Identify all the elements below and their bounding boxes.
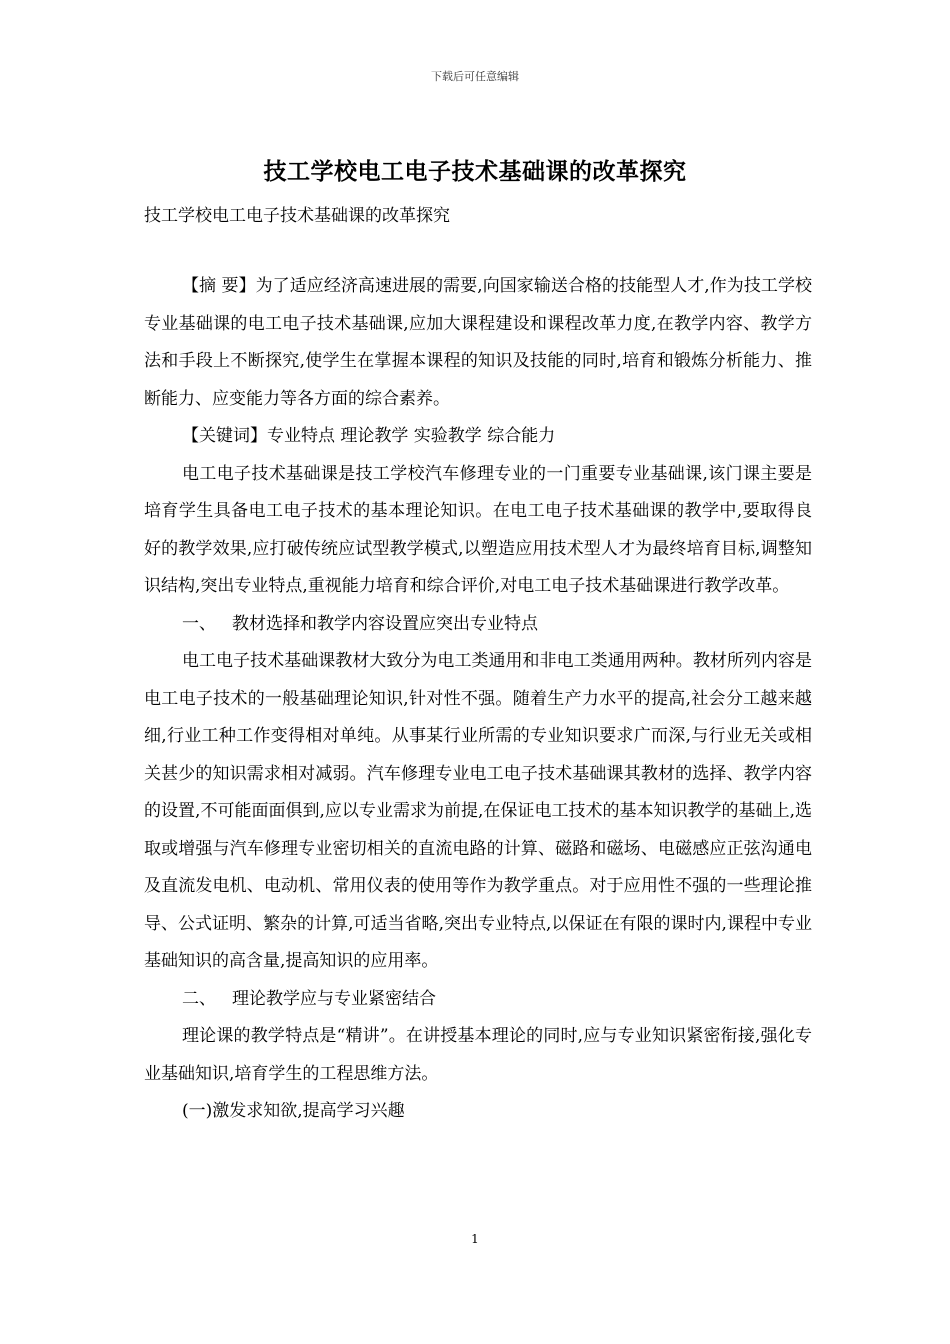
section1-paragraph: 电工电子技术基础课教材大致分为电工类通用和非电工类通用两种。教材所列内容是电工电子技术的一般基础理论知识,针对性不强。随着生产力水平的提高,社会分工越来越细,行业工种工作变得相对单纯。从事某行业所需的专业知识要求广而深,与行业无关或相关甚少的知识需求相对减弱。汽车修理专业电工电子技术基础课其教材的选择、教学内容的设置,不可能面面俱到,应以专业需求为前提,在保证电工技术的基本知识教学的基础上,选取或增强与汽车修理专业密切相关的直流电路的计算、磁路和磁场、电磁感应正弦沟通电及直流发电机、电动机、常用仪表的使用等作为教学重点。对于应用性不强的一些理论推导、公式证明、繁杂的计算,可适当省略,突出专业特点,以保证在有限的课时内,课程中专业基础知识的高含量,提高知识的应用率。 xyxy=(144,651,812,971)
document-body xyxy=(144,268,812,1131)
keywords-paragraph: 【关键词】专业特点 理论教学 实验教学 综合能力 xyxy=(182,426,556,446)
document-subtitle: 技工学校电工电子技术基础课的改革探究 xyxy=(144,206,450,226)
section-number: 二、 xyxy=(182,988,216,1009)
document-title: 技工学校电工电子技术基础课的改革探究 xyxy=(263,158,687,185)
section-heading-2 xyxy=(144,981,812,1019)
subsection-heading-1: (一)激发求知欲,提高学习兴趣 xyxy=(182,1101,405,1121)
abstract-paragraph: 【摘 要】为了适应经济高速进展的需要,向国家输送合格的技能型人才,作为技工学校专业基础课的电工电子技术基础课,应加大课程建设和课程改革力度,在教学内容、教学方法和手段上不断探究,使学生在掌握本课程的知识及技能的同时,培育和锻炼分析能力、推断能力、应变能力等各方面的综合素养。 xyxy=(144,276,812,409)
section-title: 教材选择和教学内容设置应突出专业特点 xyxy=(232,613,538,634)
section-number: 一、 xyxy=(182,613,216,634)
section2-paragraph: 理论课的教学特点是“精讲”。在讲授基本理论的同时,应与专业知识紧密衔接,强化专业基础知识,培育学生的工程思维方法。 xyxy=(144,1026,812,1084)
header-note: 下载后可任意编辑 xyxy=(431,70,519,83)
section-title: 理论教学应与专业紧密结合 xyxy=(232,988,436,1009)
intro-paragraph: 电工电子技术基础课是技工学校汽车修理专业的一门重要专业基础课,该门课主要是培育学生具备电工电子技术的基本理论知识。在电工电子技术基础课的教学中,要取得良好的教学效果,应打破传统应试型教学模式,以塑造应用技术型人才为最终培育目标,调整知识结构,突出专业特点,重视能力培育和综合评价,对电工电子技术基础课进行教学改革。 xyxy=(144,463,812,596)
section-heading-1 xyxy=(144,606,812,644)
page-number: 1 xyxy=(471,1232,479,1246)
